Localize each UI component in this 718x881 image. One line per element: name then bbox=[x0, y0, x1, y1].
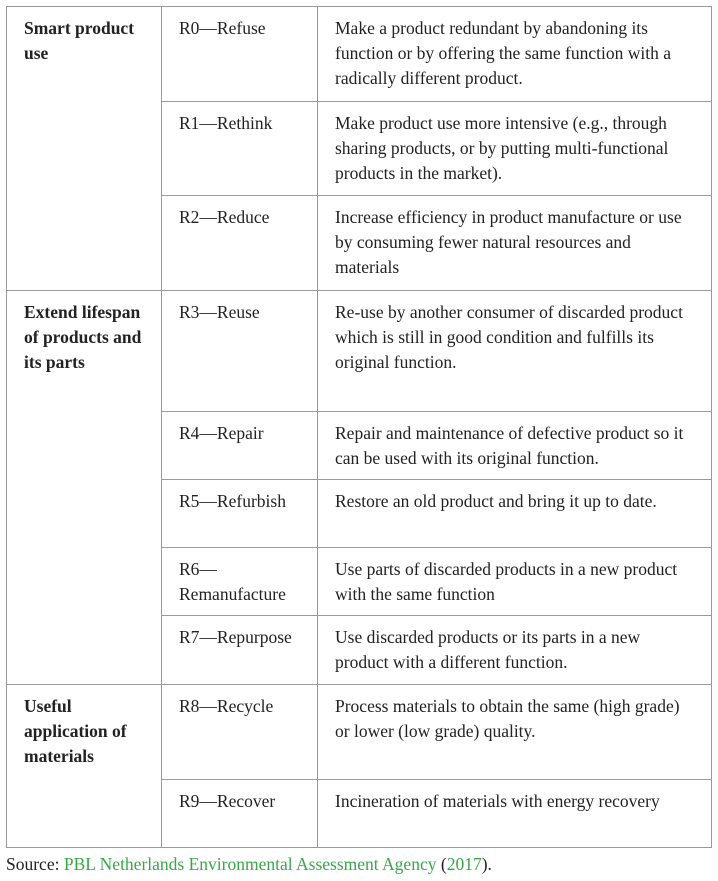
table-row bbox=[7, 7, 712, 102]
description-cell: Use parts of discarded products in a new product with the same function bbox=[318, 548, 712, 616]
category-cell: Smart product use bbox=[7, 7, 162, 291]
category-cell: Extend lifespan of products and its parts bbox=[7, 291, 162, 685]
table-row bbox=[7, 685, 712, 780]
strategy-cell: R3—Reuse bbox=[162, 291, 318, 412]
strategy-cell: R4—Repair bbox=[162, 412, 318, 480]
strategy-cell: R9—Recover bbox=[162, 780, 318, 848]
source-note bbox=[6, 853, 492, 875]
source-year-link[interactable]: 2017 bbox=[446, 854, 482, 874]
description-cell: Repair and maintenance of defective product so it can be used with its original function. bbox=[318, 412, 712, 480]
description-cell: Make product use more intensive (e.g., through sharing products, or by putting multi-functional products in the market). bbox=[318, 102, 712, 196]
description-cell: Increase efficiency in product manufacture or use by consuming fewer natural resources and materials bbox=[318, 196, 712, 291]
strategy-cell: R0—Refuse bbox=[162, 7, 318, 102]
source-prefix: Source: bbox=[6, 854, 64, 874]
source-link[interactable]: PBL Netherlands Environmental Assessment Agency bbox=[63, 854, 437, 874]
source-year-open: ( bbox=[436, 854, 447, 874]
r-strategies-table bbox=[6, 6, 712, 848]
table-row bbox=[7, 291, 712, 412]
description-cell: Make a product redundant by abandoning its function or by offering the same function with a radically different product. bbox=[318, 7, 712, 102]
strategy-cell: R8—Recycle bbox=[162, 685, 318, 780]
description-cell: Restore an old product and bring it up to date. bbox=[318, 480, 712, 548]
strategy-cell: R1—Rethink bbox=[162, 102, 318, 196]
strategy-cell: R2—Reduce bbox=[162, 196, 318, 291]
strategy-cell: R5—Refurbish bbox=[162, 480, 318, 548]
description-cell: Incineration of materials with energy recovery bbox=[318, 780, 712, 848]
description-cell: Re-use by another consumer of discarded product which is still in good condition and fulfills its original function. bbox=[318, 291, 712, 412]
category-cell: Useful application of materials bbox=[7, 685, 162, 848]
strategy-cell: R6—Remanufacture bbox=[162, 548, 318, 616]
description-cell: Process materials to obtain the same (high grade) or lower (low grade) quality. bbox=[318, 685, 712, 780]
strategy-cell: R7—Repurpose bbox=[162, 616, 318, 685]
source-year-close: ). bbox=[481, 854, 492, 874]
description-cell: Use discarded products or its parts in a new product with a different function. bbox=[318, 616, 712, 685]
